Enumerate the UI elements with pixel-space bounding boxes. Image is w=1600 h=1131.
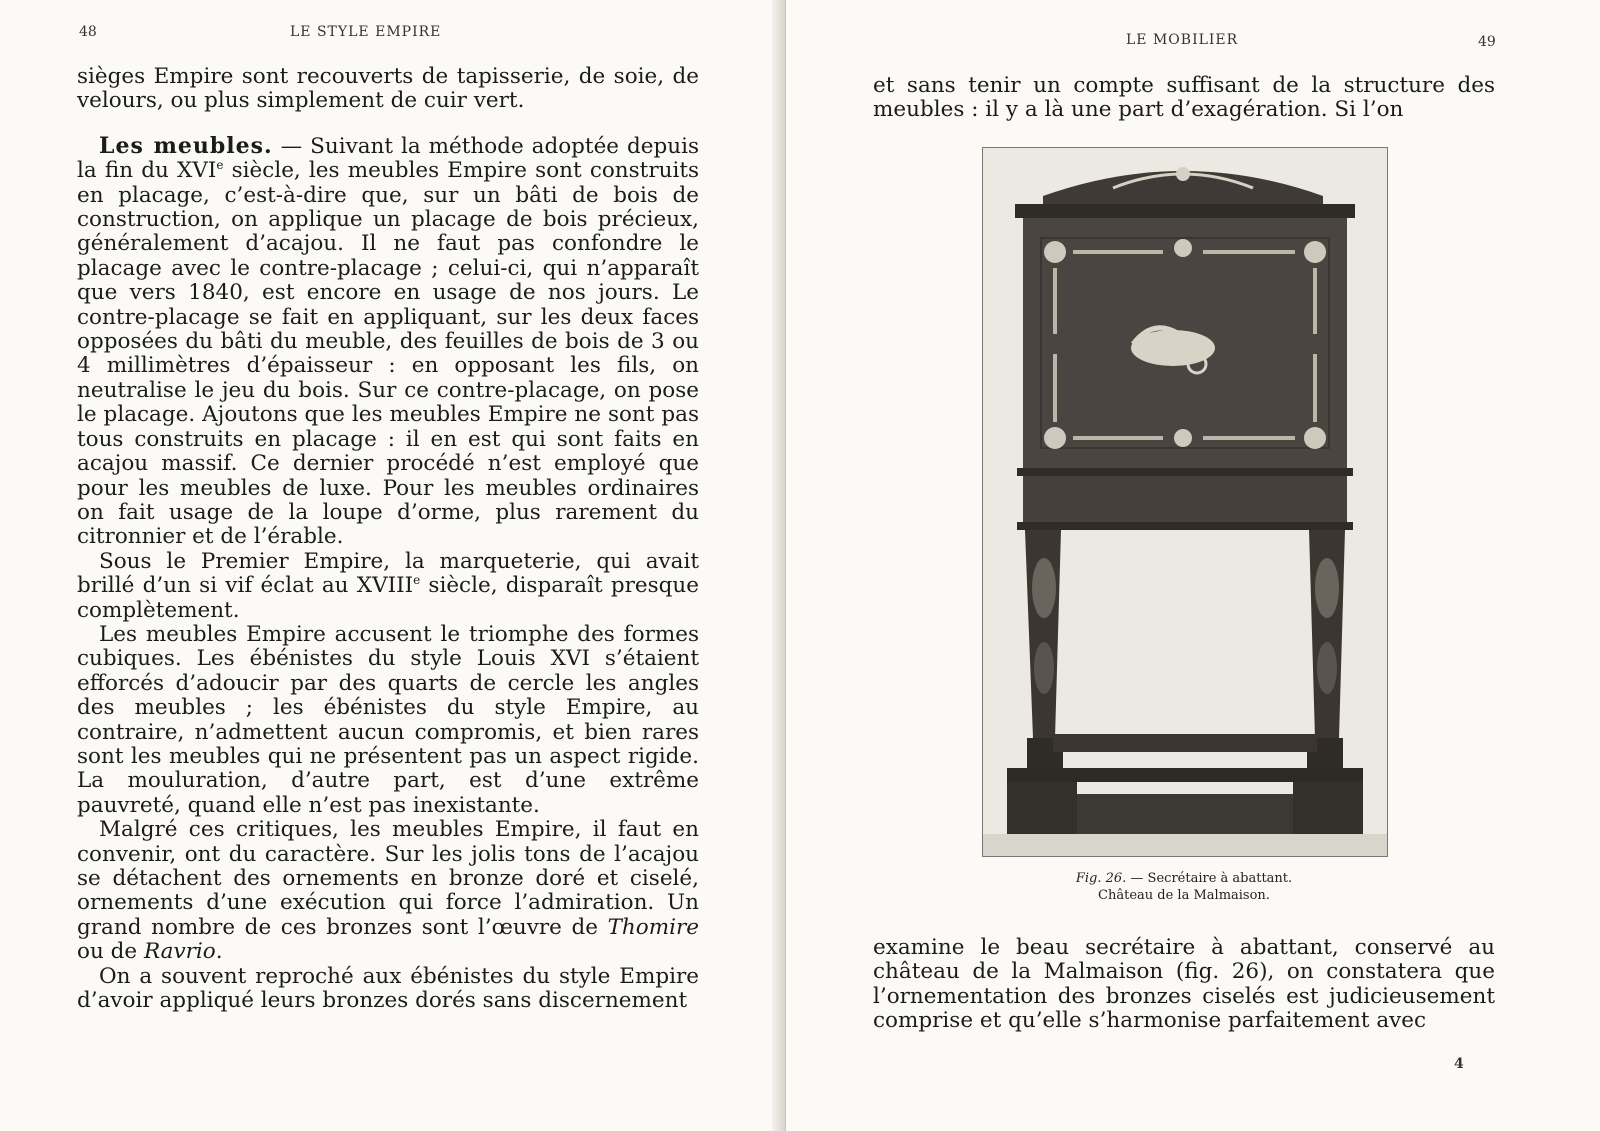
left-page [0,0,786,1131]
paragraph-text: siècle, disparaît presque complètement. [77,573,700,623]
paragraph-structure: et sans tenir un compte suffisant de la structure des meubles : il y a là une part d’exagération. Si l’on [873,73,1495,123]
caption-line-1 [982,870,1386,887]
paragraph-text: Sous le Premier Empire, la marqueterie, qui avait brillé d’un si vif éclat au XVIII [77,548,699,599]
superscript-e: e [216,158,224,173]
paragraph-sieges: sièges Empire sont recouverts de tapisserie, de soie, de velours, ou plus simplement de cuir vert. [77,64,699,114]
figure-caption [982,870,1386,904]
right-text-bottom [873,936,1495,1034]
right-page-number: 49 [1478,34,1496,50]
left-text-column [77,65,699,1013]
paragraph-examine: examine le beau secrétaire à abattant, conservé au château de la Malmaison (fig. 26), on constatera que l’ornementation des bronzes ciselés est judicieusement comprise et qu’elle s’harmonise parfaitement avec [873,935,1495,1034]
right-running-head: LE MOBILIER [1126,32,1239,48]
caption-place: Château de la Malmaison. [1098,888,1270,903]
signature-mark: 4 [1454,1056,1464,1072]
secretaire-illustration [983,148,1387,856]
paragraph-formes-cubiques: Les meubles Empire accusent le triomphe des formes cubiques. Les ébénistes du style Louis XVI s’étaient efforcés d’adoucir par des quarts de cercle les angles des meubles ; les ébénistes du style Empire, au contraire, n’admettent aucun compromis, et bien rares sont les meubles qui ne présentent pas un aspect rigide. La mouluration, d’autre part, est d’une extrême pauvreté, quand elle n’est pas inexistante. [77,621,699,818]
name-ravrio: Ravrio [143,939,216,965]
paragraph-text: siècle, les meubles Empire sont construits en placage, c’est-à-dire que, sur un bâti de bois de construction, on applique un placage de bois précieux, généralement d’acajou. Il ne faut pas confondre le placage avec le contre-placage ; celui-ci, qui n’apparaît que vers 1840, est encore en usage de nos jours. Le contre-placage se fait en appliquant, sur les deux faces opposées du bâti du meuble, des feuilles de bois de 3 ou 4 millimètres d’épaisseur : en opposant les fils, on neutralise le jeu du bois. Sur ce contre-placage, on pose le placage. Ajoutons que les meubles Empire ne sont pas tous construits en placage : il en est qui sont faits en acajou massif. Ce dernier procédé n’est employé que pour les meubles de luxe. Pour les meubles ordinaires on fait usage de la loupe d’orme, plus rarement du citronnier et de l’érable. [77,158,699,550]
caption-fig-number: Fig. 26. [1075,871,1127,886]
section-heading-les-meubles: Les meubles. [99,132,273,159]
paragraph-les-meubles [77,134,699,550]
right-text-top [873,74,1495,123]
paragraph-text: . [215,939,223,965]
superscript-e: e [413,572,421,587]
paragraph-text: — Suivant la méthode adoptée depuis la fin du XVI [77,133,699,184]
name-thomire: Thomire [607,914,699,940]
paragraph-critiques [77,818,699,964]
figure-secretaire-photo [982,147,1388,857]
caption-title: — Secrétaire à abattant. [1126,871,1293,886]
left-running-head: LE STYLE EMPIRE [290,24,442,40]
paragraph-text: ou de [77,939,144,965]
paragraph-reproche: On a souvent reproché aux ébénistes du style Empire d’avoir appliqué leurs bronzes dorés sans discernement [77,963,699,1014]
left-page-number: 48 [79,24,97,40]
paragraph-text: Malgré ces critiques, les meubles Empire, il faut en convenir, ont du caractère. Sur les jolis tons de l’acajou se détachent des ornements en bronze doré et ciselé, ornements d’une exécution qui force l’admiration. Un grand nombre de ces bronzes sont l’œuvre de [77,817,699,940]
paragraph-premier-empire [77,550,699,623]
